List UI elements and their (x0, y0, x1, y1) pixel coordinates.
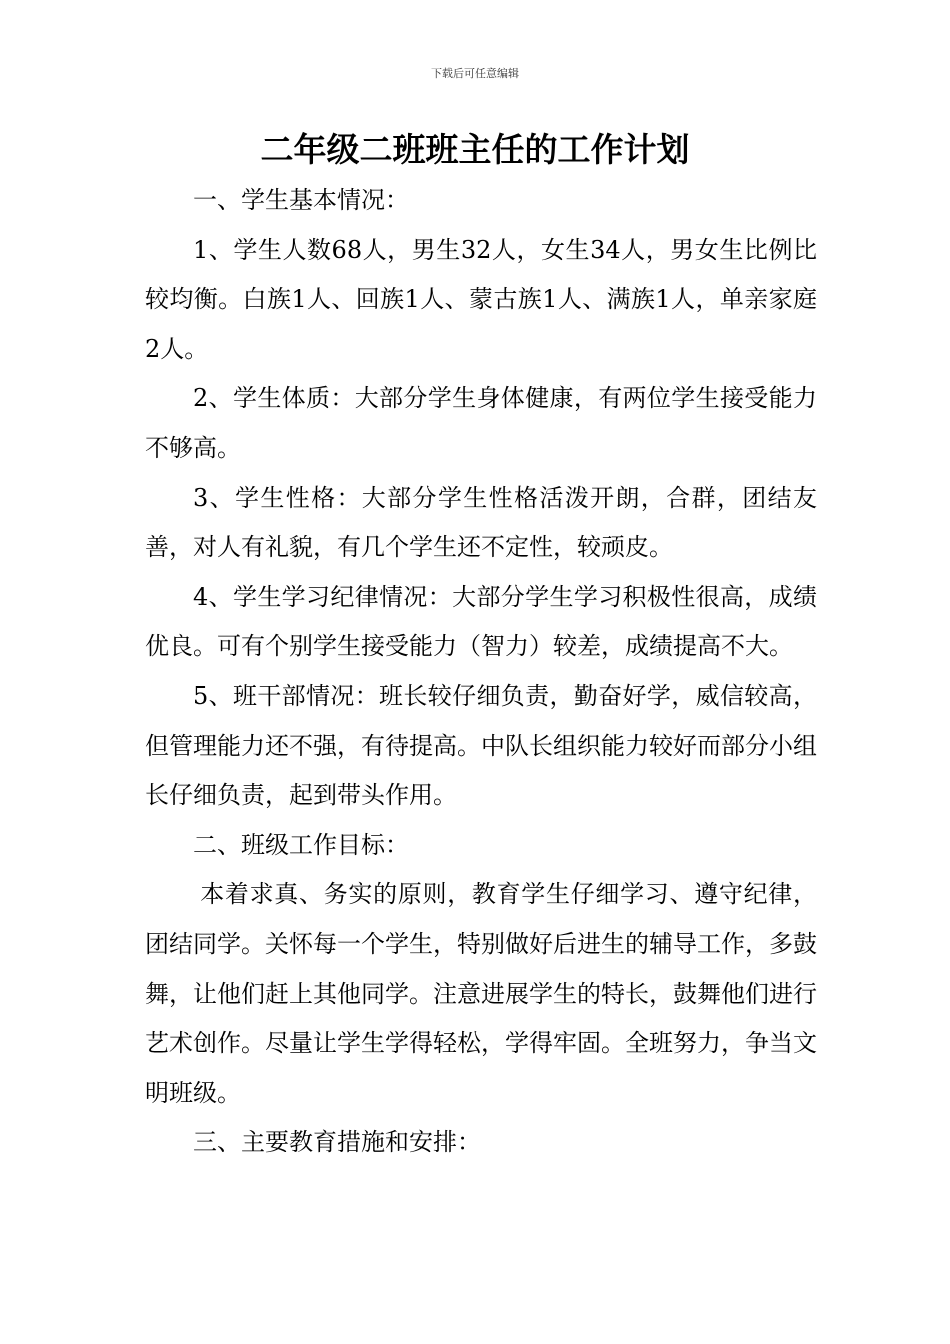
section-heading-basic-info: 一、学生基本情况： (193, 186, 409, 214)
paragraph-class-cadres: 5、班干部情况：班长较仔细负责，勤奋好学，威信较高，但管理能力还不强，有待提高。中队长组织能力较好而部分小组长仔细负责，起到带头作用。 (145, 681, 817, 810)
section-heading-measures: 三、主要教育措施和安排： (193, 1128, 481, 1157)
paragraph-study-discipline: 4、学生学习纪律情况：大部分学生学习积极性很高，成绩优良。可有个别学生接受能力（智力）较差，成绩提高不大。 (145, 582, 817, 661)
header-note: 下载后可任意编辑 (431, 67, 519, 80)
section-heading-goals: 二、班级工作目标： (193, 830, 409, 859)
paragraph-personality: 3、学生性格：大部分学生性格活泼开朗，合群，团结友善，对人有礼貌，有几个学生还不定性，较顽皮。 (145, 483, 817, 562)
paragraph-physique: 2、学生体质：大部分学生身体健康，有两位学生接受能力不够高。 (145, 384, 817, 462)
paragraph-student-count: 1、学生人数68人，男生32人，女生34人，男女生比例比较均衡。白族1人、回族1人、蒙古族1人、满族1人，单亲家庭2人。 (145, 235, 817, 363)
document-body (145, 176, 817, 1168)
paragraph-goals: 本着求真、务实的原则，教育学生仔细学习、遵守纪律，团结同学。关怀每一个学生，特别做好后进生的辅导工作，多鼓舞，让他们赶上其他同学。注意进展学生的特长，鼓舞他们进行艺术创作。尽量让学生学得轻松，学得牢固。全班努力，争当文明班级。 (145, 880, 817, 1107)
document-title: 二年级二班班主任的工作计划 (260, 130, 690, 169)
